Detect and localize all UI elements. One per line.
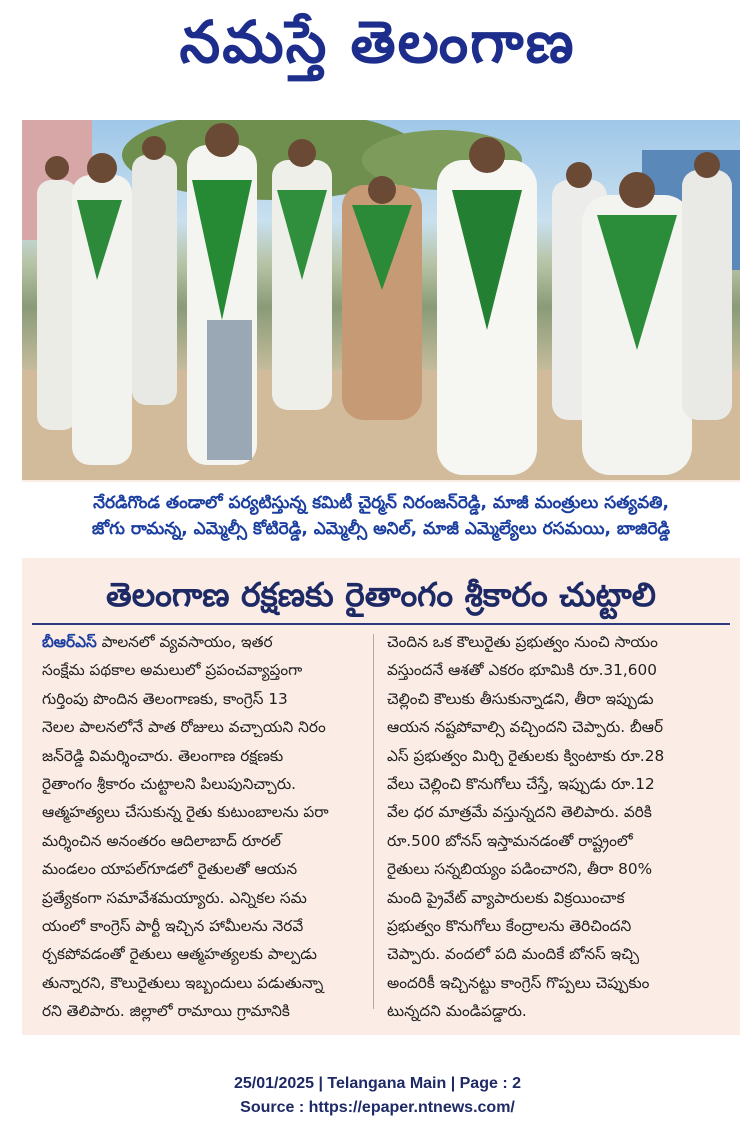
article-column-left	[42, 628, 370, 1026]
body-line: ప్రత్యేకంగా సమావేశమయ్యారు. ఎన్నికల సమ	[42, 888, 307, 907]
news-photo	[22, 120, 740, 480]
body-line: మర్శించిన అనంతరం ఆదిలాబాద్ రూరల్	[42, 831, 282, 850]
photo-illustration	[22, 120, 740, 480]
body-line: సంక్షేమ పథకాల అమలులో ప్రపంచవ్యాప్తంగా	[42, 661, 303, 680]
photo-caption	[22, 482, 740, 558]
caption-line: నేరడిగొండ తండాలో పర్యటిస్తున్న కమిటీ చైర్మన్ నిరంజన్‌రెడ్డి, మాజీ మంత్రులు సత్యవతి,	[93, 493, 669, 513]
body-line: చెల్లించి కౌలుకు తీసుకున్నాడని, తీరా ఇప్పుడు	[387, 689, 654, 708]
headline-divider	[32, 623, 730, 625]
body-line: రని తెలిపారు. జిల్లాలో రామాయి గ్రామానికి	[42, 1002, 290, 1021]
source-link[interactable]: Source : https://epaper.ntnews.com/	[240, 1099, 515, 1116]
body-line: గుర్తింపు పొందిన తెలంగాణకు, కాంగ్రెస్ 13	[42, 689, 288, 708]
page-footer	[0, 1072, 755, 1120]
body-line: నెలల పాలనలోనే పాత రోజులు వచ్చాయని నిరం	[42, 718, 326, 737]
body-line: ఎస్ ప్రభుత్వం మిర్చి రైతులకు క్వింటాకు రూ.28	[387, 746, 665, 765]
edition-info: 25/01/2025 | Telangana Main | Page : 2	[233, 1075, 521, 1092]
body-line: ఆయన నష్టపోవాల్సి వచ్చిందని చెప్పారు. బీఆర్	[387, 718, 664, 737]
body-line: వేల ధర మాత్రమే వస్తున్నదని తెలిపారు. వరికి	[387, 803, 652, 822]
body-line: చెప్పారు. వందలో పది మందికే బోనస్ ఇచ్చి	[387, 945, 640, 964]
column-divider	[373, 634, 374, 1009]
article-column-right	[387, 628, 715, 1026]
body-line: రైతులు సన్నబియ్యం పడించారని, తీరా 80%	[387, 860, 653, 879]
body-line: అందరికీ ఇచ్చినట్టు కాంగ్రెస్ గొప్పలు చెప్పుకుం	[387, 973, 650, 992]
body-line: టున్నదని మండిపడ్డారు.	[387, 1002, 527, 1021]
body-line: వస్తుందనే ఆశతో ఎకరం భూమికి రూ.31,600	[387, 661, 657, 680]
newspaper-logo: నమస్తే తెలంగాణ	[179, 8, 576, 76]
body-line: రూ.500 బోనస్ ఇస్తామనడంతో రాష్ట్రంలో	[387, 831, 633, 850]
news-clipping	[22, 120, 740, 1035]
body-line: ప్రభుత్వం కొనుగోలు కేంద్రాలను తెరిచిందని	[387, 917, 632, 936]
body-line: వేలు చెల్లించి కొనుగోలు చేస్తే, ఇప్పుడు రూ.12	[387, 775, 655, 794]
article-headline: తెలంగాణ రక్షణకు రైతాంగం శ్రీకారం చుట్టాలి	[106, 575, 656, 614]
body-line: బీఆర్‌ఎస్ పాలనలో వ్యవసాయం, ఇతర	[42, 633, 273, 651]
body-line: చెందిన ఒక కౌలురైతు ప్రభుత్వం నుంచి సాయం	[387, 633, 658, 651]
body-line: రైతాంగం శ్రీకారం చుట్టాలని పిలుపునిచ్చారు.	[42, 775, 296, 794]
body-line: ర్చకపోవడంతో రైతులు ఆత్మహత్యలకు పాల్పడు	[42, 945, 317, 964]
body-line: మండలం యాపల్‌గూడలో రైతులతో ఆయన	[42, 860, 298, 879]
masthead	[0, 0, 755, 110]
body-line: తున్నారని, కౌలురైతులు ఇబ్బందులు పడుతున్నా	[42, 973, 324, 992]
article-lead: బీఆర్‌ఎస్	[42, 633, 97, 651]
body-line: ఆత్మహత్యలు చేసుకున్న రైతు కుటుంబాలను పరా	[42, 803, 329, 822]
body-line: మంది ప్రైవేట్ వ్యాపారులకు విక్రయించాక	[387, 888, 625, 907]
caption-line: జోగు రామన్న, ఎమ్మెల్సీ కోటిరెడ్డి, ఎమ్మెల్సీ అనిల్, మాజీ ఎమ్మెల్యేలు రసమయి, బాజిరెడ్డి	[91, 519, 671, 539]
body-line: జన్‌రెడ్డి విమర్శించారు. తెలంగాణ రక్షణకు	[42, 746, 284, 765]
body-line: యంలో కాంగ్రెస్ పార్టీ ఇచ్చిన హామీలను నెరవే	[42, 917, 304, 936]
